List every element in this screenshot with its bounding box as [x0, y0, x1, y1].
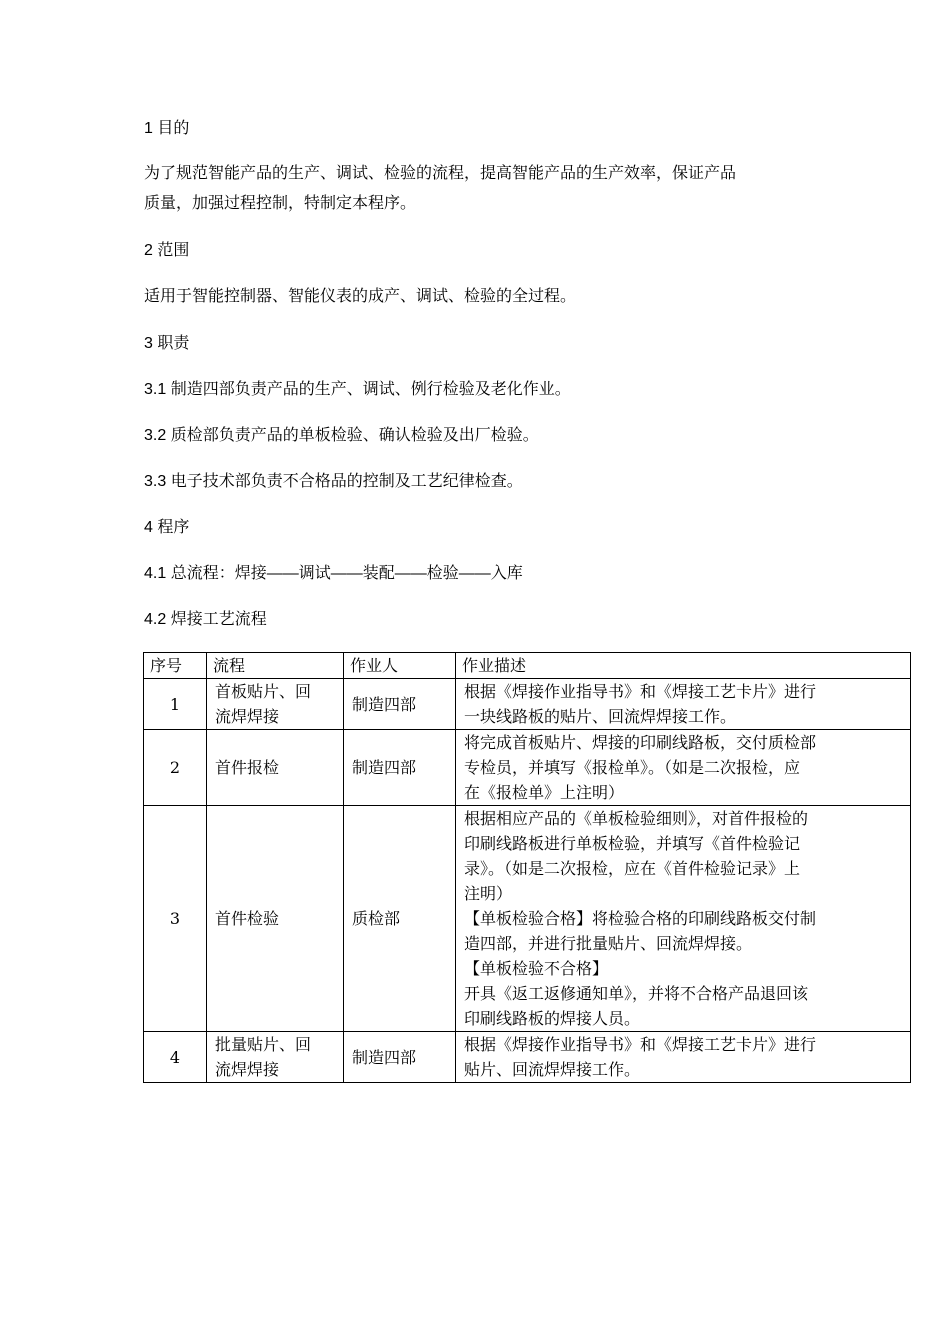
row-description: 根据《焊接作业指导书》和《焊接工艺卡片》进行 贴片、回流焊焊接工作。 [456, 1032, 911, 1083]
row-number: 3 [144, 806, 207, 1032]
row-number: 4 [144, 1032, 207, 1083]
row-operator: 制造四部 [344, 1032, 456, 1083]
header-process: 流程 [207, 653, 344, 679]
section-4-2: 4.2 焊接工艺流程 [144, 611, 267, 628]
section-2-heading: 2 范围 [144, 242, 190, 259]
table-row [144, 730, 911, 806]
section-4-heading: 4 程序 [144, 519, 190, 536]
table-row [144, 679, 911, 730]
section-1-heading: 1 目的 [144, 120, 190, 137]
table-row [144, 806, 911, 1032]
section-2-paragraph: 适用于智能控制器、智能仪表的成产、调试、检验的全过程。 [144, 288, 577, 305]
section-4-1: 4.1 总流程：焊接——调试——装配——检验——入库 [144, 565, 523, 582]
section-3-heading: 3 职责 [144, 335, 190, 352]
section-3-1: 3.1 制造四部负责产品的生产、调试、例行检验及老化作业。 [144, 381, 571, 398]
row-operator: 制造四部 [344, 679, 456, 730]
section-3-2: 3.2 质检部负责产品的单板检验、确认检验及出厂检验。 [144, 427, 539, 444]
row-operator: 制造四部 [344, 730, 456, 806]
row-process: 首件报检 [207, 730, 344, 806]
row-description: 根据《焊接作业指导书》和《焊接工艺卡片》进行 一块线路板的贴片、回流焊焊接工作。 [456, 679, 911, 730]
section-3-3: 3.3 电子技术部负责不合格品的控制及工艺纪律检查。 [144, 473, 523, 490]
row-process: 批量贴片、回 流焊焊接 [207, 1032, 344, 1083]
row-description: 将完成首板贴片、焊接的印刷线路板，交付质检部 专检员，并填写《报检单》。（如是二次报检，应 在《报检单》上注明） [456, 730, 911, 806]
row-operator: 质检部 [344, 806, 456, 1032]
header-number: 序号 [144, 653, 207, 679]
section-1-paragraph-line-1: 为了规范智能产品的生产、调试、检验的流程，提高智能产品的生产效率，保证产品 [144, 165, 737, 182]
table-row [144, 1032, 911, 1083]
table-header-row [144, 653, 911, 679]
header-operator: 作业人 [344, 653, 456, 679]
row-process: 首板贴片、回 流焊焊接 [207, 679, 344, 730]
section-1-paragraph-line-2: 质量，加强过程控制，特制定本程序。 [144, 195, 417, 212]
welding-process-table [143, 652, 911, 1083]
row-number: 1 [144, 679, 207, 730]
row-description: 根据相应产品的《单板检验细则》，对首件报检的 印刷线路板进行单板检验，并填写《首件检验记 录》。（如是二次报检，应在《首件检验记录》上 注明） 【单板检验合格】将检验合格的印刷线路板交付制 造四部，并进行批量贴片、回流焊焊接。 【单板检验不合格】 开具《返工返修通知单》，并将不合格产品退回该 印刷线路板的焊接人员。 [456, 806, 911, 1032]
row-process: 首件检验 [207, 806, 344, 1032]
row-number: 2 [144, 730, 207, 806]
header-description: 作业描述 [456, 653, 911, 679]
